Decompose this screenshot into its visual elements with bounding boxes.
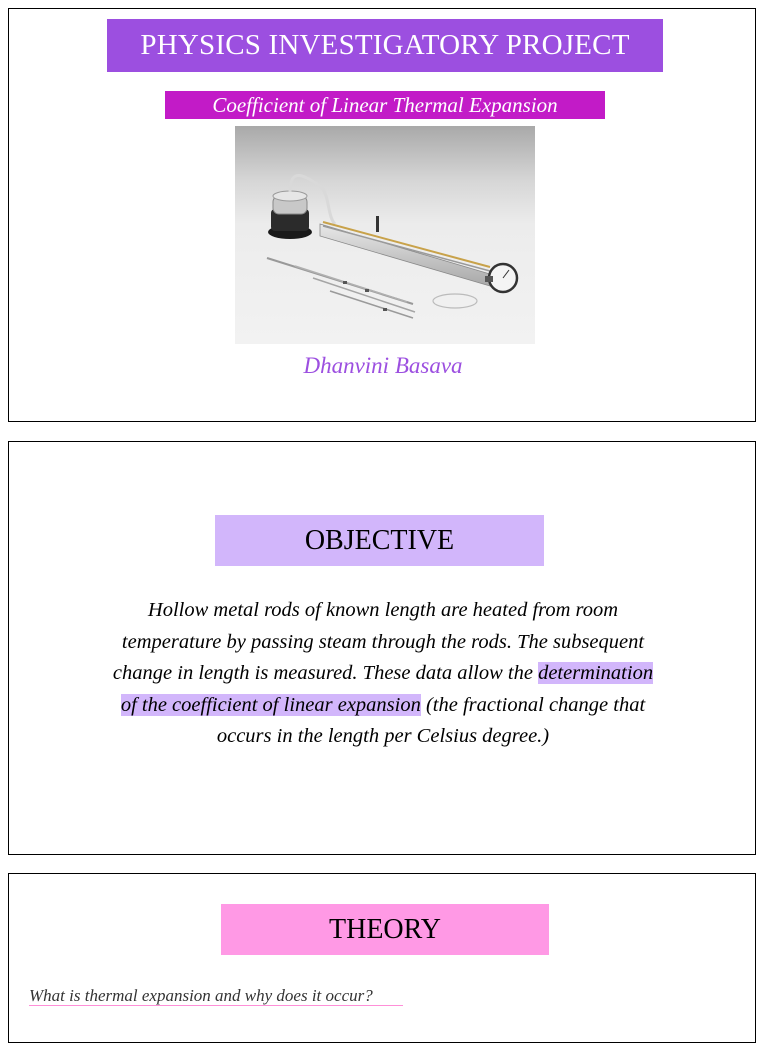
apparatus-photo (235, 126, 535, 344)
project-title: PHYSICS INVESTIGATORY PROJECT (107, 19, 663, 72)
title-slide (8, 8, 756, 422)
objective-text-end: (the fractional change that occurs in the length per Celsius degree.) (216, 693, 646, 747)
project-subtitle: Coefficient of Linear Thermal Expansion (165, 91, 605, 119)
objective-highlight: determination of the coefficient of linear expansion (120, 662, 654, 716)
objective-heading: OBJECTIVE (215, 515, 544, 566)
theory-slide (8, 873, 756, 1043)
theory-question: What is thermal expansion and why does it occur? (29, 986, 403, 1006)
author-name: Dhanvini Basava (303, 353, 463, 378)
objective-text-start: Hollow metal rods of known length are heated from room temperature by passing steam through the rods. The subsequent change in length is measured. These data allow the (112, 599, 645, 684)
objective-paragraph (105, 595, 661, 753)
objective-slide (8, 441, 756, 855)
theory-heading: THEORY (221, 904, 549, 955)
